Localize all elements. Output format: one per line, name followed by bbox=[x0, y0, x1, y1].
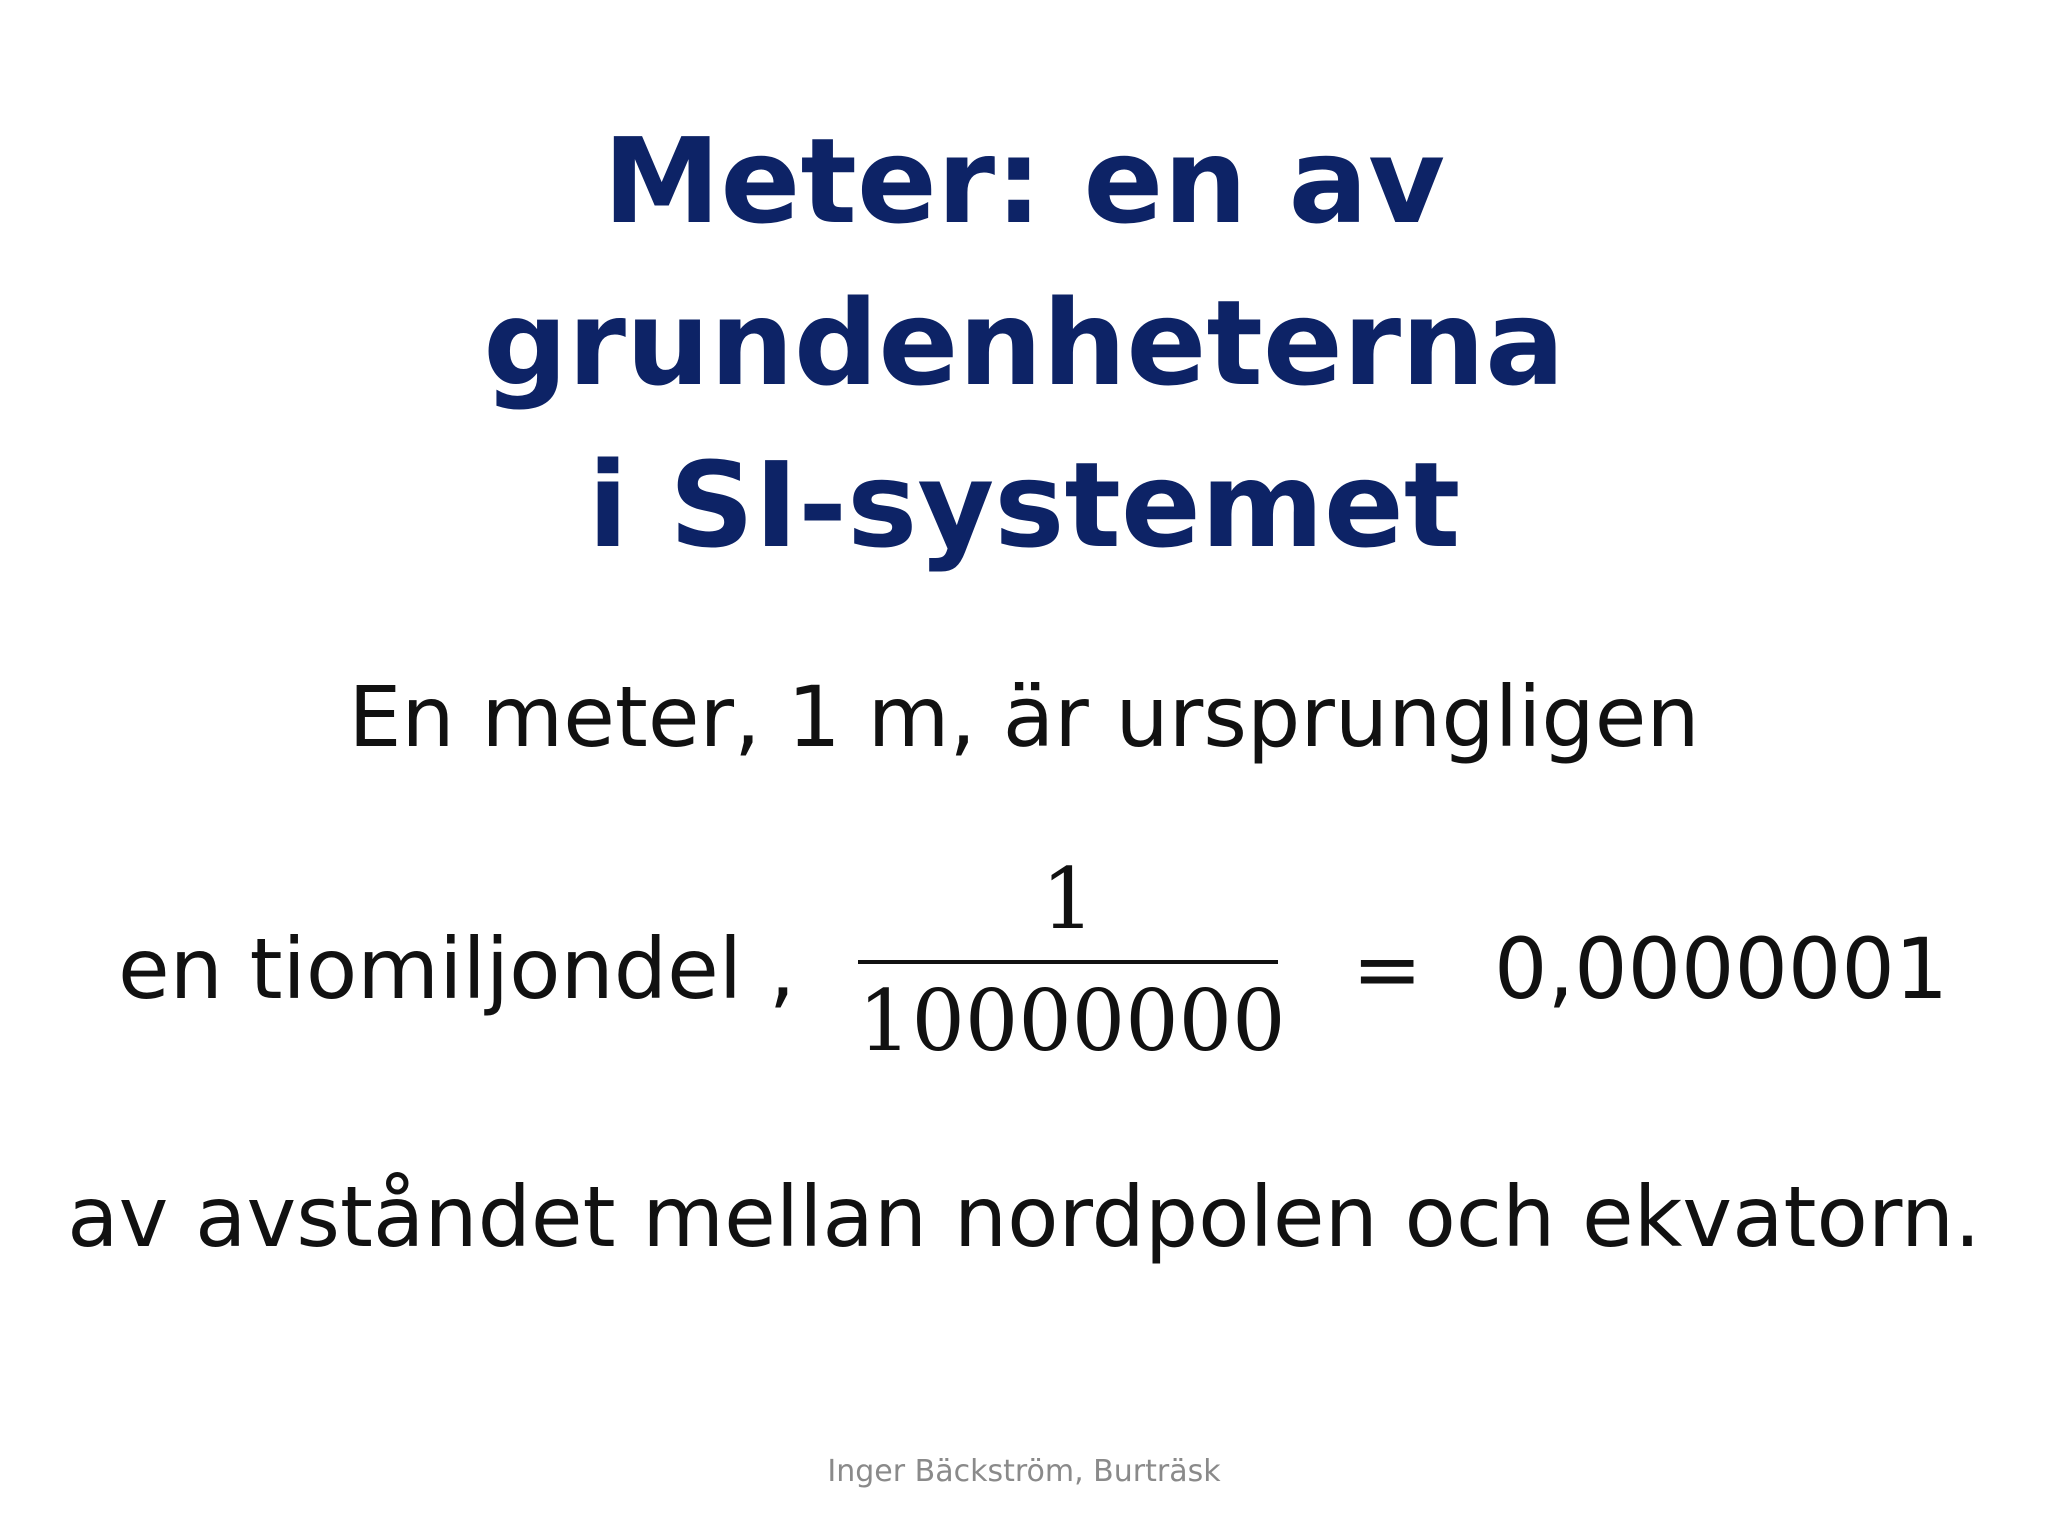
footer-author: Inger Bäckström, Burträsk bbox=[827, 1454, 1221, 1489]
fraction-equation bbox=[0, 850, 2048, 1080]
fraction-bar bbox=[858, 960, 1278, 964]
fraction-denominator: 10000000 bbox=[858, 972, 1286, 1070]
slide-title bbox=[0, 100, 2048, 586]
fraction bbox=[858, 850, 1286, 1080]
title-line-2: grundenheterna bbox=[483, 274, 1565, 412]
fraction-numerator: 1 bbox=[1041, 850, 1095, 948]
title-line-1: Meter: en av bbox=[602, 112, 1446, 250]
title-line-3: i SI-systemet bbox=[587, 436, 1461, 574]
decimal-value: 0,0000001 bbox=[1494, 920, 1949, 1018]
equals-sign: = bbox=[1352, 920, 1423, 1018]
intro-text: En meter, 1 m, är ursprungligen bbox=[348, 668, 1700, 766]
ending-text: av avståndet mellan nordpolen och ekvatorn. bbox=[67, 1168, 1981, 1266]
fraction-label: en tiomiljondel , bbox=[118, 920, 796, 1018]
